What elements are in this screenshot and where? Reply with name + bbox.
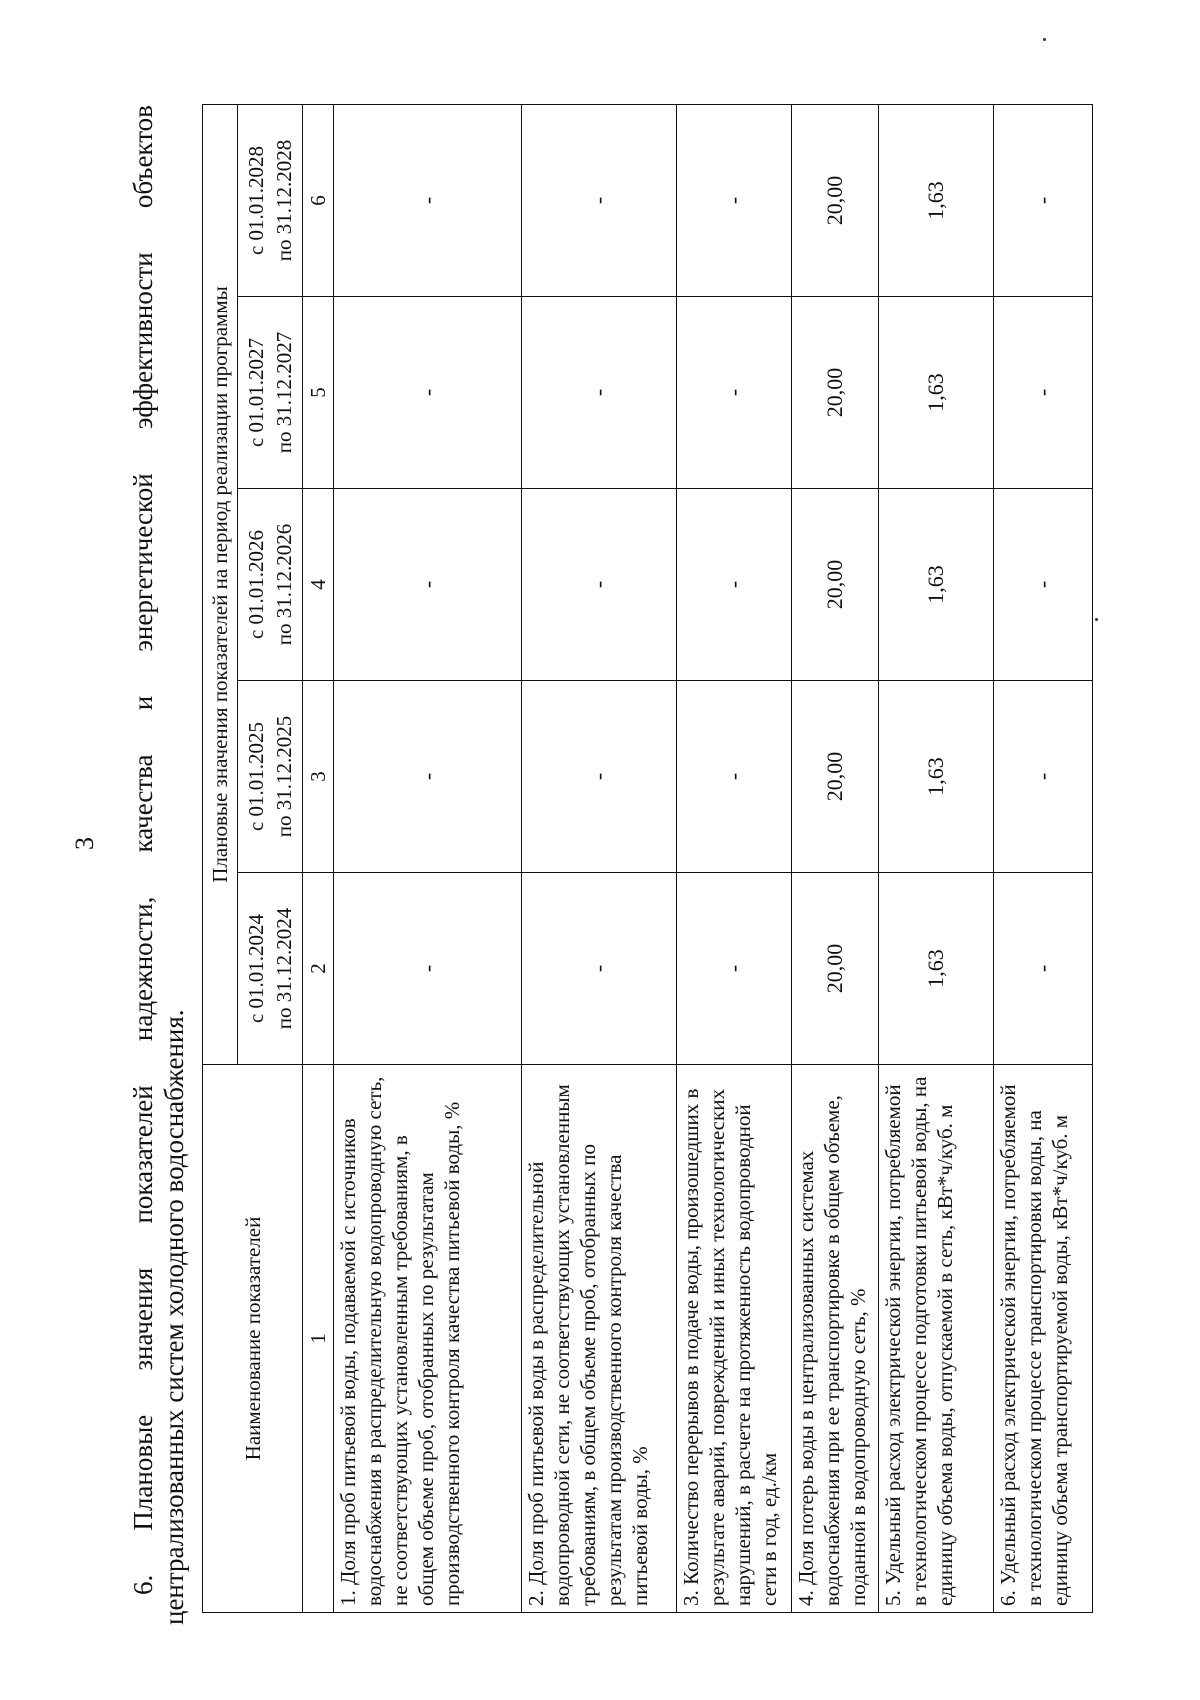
table-row bbox=[677, 104, 792, 1612]
table-header-row bbox=[203, 104, 238, 1612]
column-number: 2 bbox=[303, 873, 334, 1065]
indicator-value: 1,63 bbox=[879, 297, 994, 489]
table-row bbox=[792, 104, 879, 1612]
column-number: 5 bbox=[303, 297, 334, 489]
indicator-name: 2. Доля проб питьевой воды в распределительной водопроводной сети, не соответствующих установленным требованиям, в общем объеме проб, отобранных по результатам производственного контроля качества питьевой воды, % bbox=[522, 1065, 677, 1613]
indicator-value: - bbox=[677, 297, 792, 489]
heading-line-2: централизованных систем холодного водоснабжения. bbox=[159, 1009, 189, 1625]
heading-line-1 bbox=[128, 105, 159, 1625]
rotated-page-content bbox=[128, 75, 1072, 1625]
indicator-value: - bbox=[334, 489, 522, 681]
period-from: с 01.01.2026 bbox=[244, 529, 268, 640]
indicator-value: - bbox=[994, 297, 1093, 489]
indicator-name: 3. Количество перерывов в подаче воды, произошедших в результате аварий, повреждений и иных технологических нарушений, в расчете на протяженность водопроводной сети в год, ед./км bbox=[677, 1065, 792, 1613]
period-from: с 01.01.2024 bbox=[244, 913, 268, 1024]
column-number: 1 bbox=[303, 1065, 334, 1613]
indicator-value: - bbox=[334, 873, 522, 1065]
heading-word: надежности, bbox=[128, 896, 158, 1042]
period-header bbox=[238, 873, 303, 1065]
period-from: с 01.01.2027 bbox=[244, 337, 268, 448]
indicator-value: - bbox=[334, 297, 522, 489]
period-header bbox=[238, 489, 303, 681]
indicator-value: - bbox=[522, 489, 677, 681]
indicator-value: 1,63 bbox=[879, 489, 994, 681]
indicator-name: 1. Доля проб питьевой воды, подаваемой с источников водоснабжения в распределительную водопроводную сеть, не соответствующих установленным требованиям, в общем объеме проб, отобранных по результатам производственного контроля качества питьевой воды, % bbox=[334, 1065, 522, 1613]
indicator-value: 1,63 bbox=[879, 104, 994, 296]
indicator-value: - bbox=[522, 104, 677, 296]
column-number: 3 bbox=[303, 681, 334, 873]
indicator-value: - bbox=[522, 873, 677, 1065]
indicator-name: 4. Доля потерь воды в централизованных системах водоснабжения при ее транспортировке в общем объеме, поданной в водопроводную сеть, % bbox=[792, 1065, 879, 1613]
heading-word: показателей bbox=[128, 1085, 158, 1224]
indicator-value: 1,63 bbox=[879, 873, 994, 1065]
scan-speck bbox=[1095, 618, 1098, 621]
period-from: с 01.01.2025 bbox=[244, 721, 268, 832]
indicator-value: 20,00 bbox=[792, 104, 879, 296]
period-to: по 31.12.2024 bbox=[272, 907, 296, 1030]
period-to: по 31.12.2027 bbox=[272, 331, 296, 454]
heading-word: 6. bbox=[128, 1574, 158, 1595]
indicator-value: - bbox=[522, 681, 677, 873]
indicators-table bbox=[202, 104, 1093, 1613]
period-to: по 31.12.2028 bbox=[272, 139, 296, 262]
indicator-value: - bbox=[677, 489, 792, 681]
indicator-value: - bbox=[994, 873, 1093, 1065]
indicator-name: 5. Удельный расход электрической энергии, потребляемой в технологическом процессе подготовки питьевой воды, на единицу объема воды, отпускаемой в сеть, кВт*ч/куб. м bbox=[879, 1065, 994, 1613]
indicator-name: 6. Удельный расход электрической энергии, потребляемой в технологическом процессе транспортировки воды, на единицу объема транспортируемой воды, кВт*ч/куб. м bbox=[994, 1065, 1093, 1613]
period-header bbox=[238, 681, 303, 873]
indicator-value: - bbox=[677, 873, 792, 1065]
period-to: по 31.12.2025 bbox=[272, 715, 296, 838]
table-row bbox=[334, 104, 522, 1612]
heading-word: Плановые bbox=[128, 1414, 158, 1531]
indicator-value: 20,00 bbox=[792, 489, 879, 681]
heading-word: объектов bbox=[128, 105, 158, 209]
column-number: 4 bbox=[303, 489, 334, 681]
page-number: 3 bbox=[70, 837, 99, 850]
section-heading bbox=[128, 105, 190, 1625]
heading-word: и bbox=[128, 695, 158, 711]
column-number-row bbox=[303, 104, 334, 1612]
heading-word: эффективности bbox=[128, 252, 158, 430]
indicator-value: - bbox=[677, 681, 792, 873]
indicator-value: - bbox=[334, 681, 522, 873]
scan-speck bbox=[1043, 38, 1046, 41]
column-number: 6 bbox=[303, 104, 334, 296]
period-header bbox=[238, 297, 303, 489]
table-row bbox=[879, 104, 994, 1612]
indicator-value: 20,00 bbox=[792, 681, 879, 873]
heading-word: качества bbox=[128, 754, 158, 853]
indicator-value: - bbox=[522, 297, 677, 489]
indicator-value: 1,63 bbox=[879, 681, 994, 873]
indicator-value: - bbox=[334, 104, 522, 296]
indicator-value: - bbox=[994, 489, 1093, 681]
period-header bbox=[238, 104, 303, 296]
indicator-value: - bbox=[994, 681, 1093, 873]
table-row bbox=[994, 104, 1093, 1612]
heading-word: энергетической bbox=[128, 473, 158, 652]
indicator-value: 20,00 bbox=[792, 297, 879, 489]
indicator-value: - bbox=[677, 104, 792, 296]
heading-word: значения bbox=[128, 1267, 158, 1371]
indicator-value: - bbox=[994, 104, 1093, 296]
indicator-value: 20,00 bbox=[792, 873, 879, 1065]
period-from: с 01.01.2028 bbox=[244, 145, 268, 256]
column-group-header: Плановые значения показателей на период реализации программы bbox=[203, 104, 238, 1064]
table-row bbox=[522, 104, 677, 1612]
column-header-name: Наименование показателей bbox=[203, 1065, 303, 1613]
period-to: по 31.12.2026 bbox=[272, 523, 296, 646]
